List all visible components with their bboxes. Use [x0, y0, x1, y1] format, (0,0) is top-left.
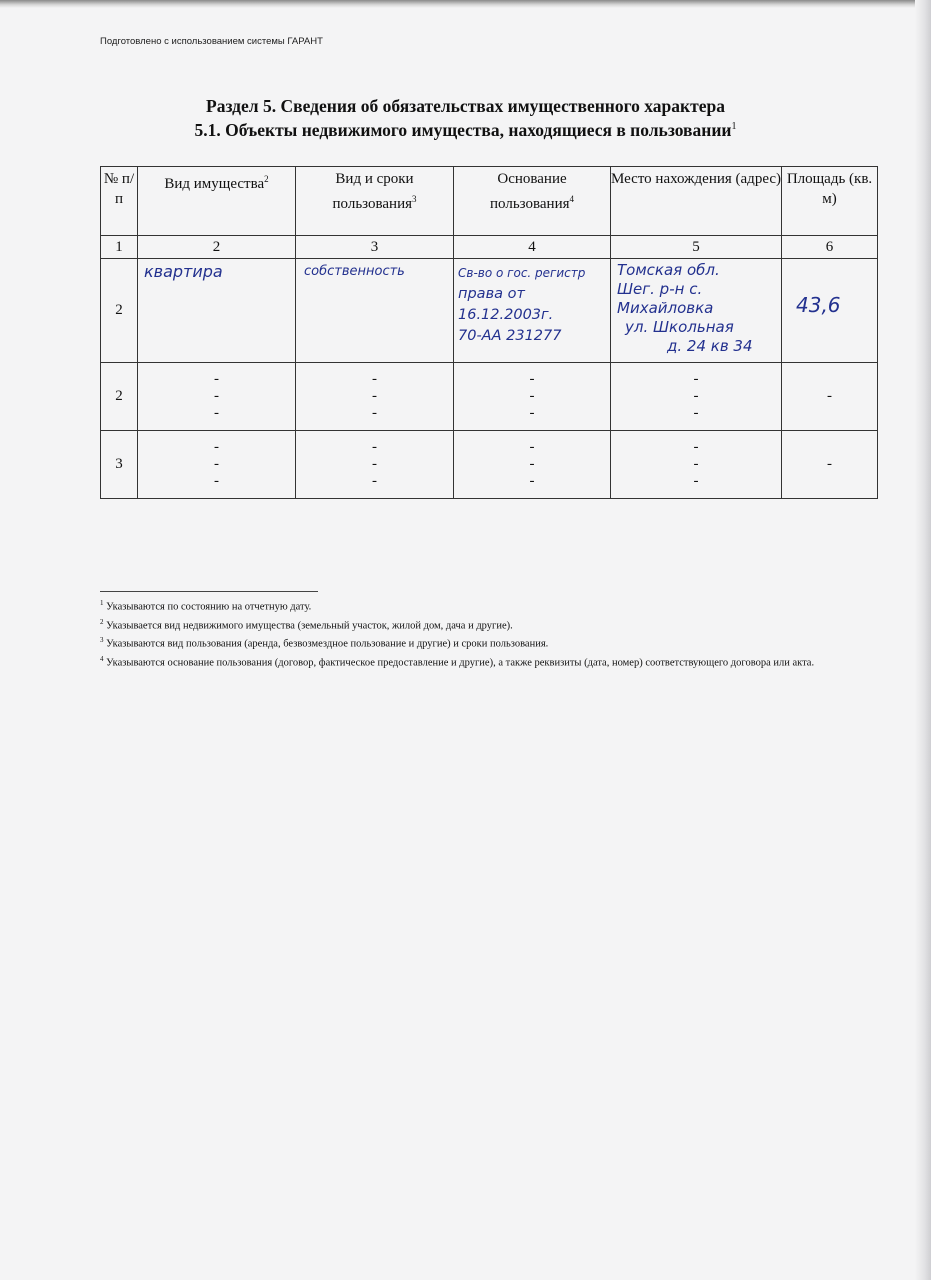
scan-top-edge — [0, 0, 931, 8]
usage-basis — [454, 259, 611, 363]
handwritten-address — [617, 261, 753, 356]
header-note: Подготовлено с использованием системы ГАРАНТ — [100, 36, 323, 47]
column-number: 4 — [454, 236, 611, 259]
basis-line: Св-во о гос. регистр — [458, 266, 586, 280]
column-number: 5 — [611, 236, 782, 259]
footnote: $^3$ Указываются вид пользования (аренда, безвозмездное пользование и другие) и сроки пользования. — [100, 636, 549, 650]
column-number: 2 — [138, 236, 296, 259]
footnote: $^4$ Указываются основание пользования (договор, фактическое предоставление и другие), а также реквизиты (дата, номер) соответствующего договора или акта. — [100, 654, 815, 668]
usage-type — [296, 259, 454, 363]
footnotes — [100, 596, 877, 670]
handwritten-usage: собственность — [304, 264, 405, 279]
header-address: Место нахождения (адрес) — [611, 167, 782, 236]
address-line: Томская обл. — [617, 261, 720, 279]
address-line: Шег. р-н с. — [617, 280, 703, 298]
column-number: 1 — [101, 236, 138, 259]
header-area: Площадь (кв. м) — [782, 167, 878, 236]
area-cell: - — [782, 431, 878, 499]
column-number: 3 — [296, 236, 454, 259]
table-header-row — [101, 167, 878, 236]
dash-cell: - - - — [454, 431, 611, 499]
area-cell: - — [782, 363, 878, 431]
handwritten-area: 43,6 — [796, 293, 841, 317]
dash-cell: - - - — [611, 431, 782, 499]
subsection-title-text: 5.1. Объекты недвижимого имущества, находящиеся в пользовании — [194, 120, 732, 140]
dash-cell: - - - — [611, 363, 782, 431]
row-number: 2 — [101, 259, 138, 363]
scan-right-edge — [915, 0, 931, 1280]
property-area — [782, 259, 878, 363]
footnote: $^2$ Указывается вид недвижимого имущества (земельный участок, жилой дом, дача и другие). — [100, 617, 513, 631]
dash-cell: - - - — [138, 431, 296, 499]
dash-cell: - - - — [138, 363, 296, 431]
row-number: 3 — [101, 431, 138, 499]
header-kind: Вид имущества$^2$ — [138, 167, 296, 236]
table-row — [101, 363, 878, 431]
property-kind — [138, 259, 296, 363]
property-table — [100, 166, 878, 499]
header-basis: Основание пользования$^4$ — [454, 167, 611, 236]
table-row — [101, 259, 878, 363]
section-title: Раздел 5. Сведения об обязательствах имущественного характера — [206, 96, 725, 116]
footnote: $^1$ Указываются по состоянию на отчетную дату. — [100, 599, 312, 613]
header-num: № п/п — [101, 167, 138, 236]
header-usage: Вид и сроки пользования$^3$ — [296, 167, 454, 236]
footnote-divider — [100, 591, 318, 592]
footnote-ref: 1 — [731, 121, 737, 133]
column-number-row — [101, 236, 878, 259]
dash-cell: - - - — [454, 363, 611, 431]
address-line: ул. Школьная — [625, 318, 734, 336]
address-line: Михайловка — [617, 299, 714, 317]
handwritten-basis — [458, 263, 585, 347]
handwritten-kind: квартира — [144, 262, 223, 281]
column-number: 6 — [782, 236, 878, 259]
basis-line: 70-АА 231277 — [458, 328, 562, 344]
basis-line: 16.12.2003г. — [458, 307, 554, 323]
row-number: 2 — [101, 363, 138, 431]
basis-line: права от — [458, 286, 525, 302]
address-line: д. 24 кв 34 — [667, 337, 753, 355]
property-address — [611, 259, 782, 363]
subsection-title — [0, 120, 931, 141]
dash-cell: - - - — [296, 363, 454, 431]
table-row — [101, 431, 878, 499]
dash-cell: - - - — [296, 431, 454, 499]
